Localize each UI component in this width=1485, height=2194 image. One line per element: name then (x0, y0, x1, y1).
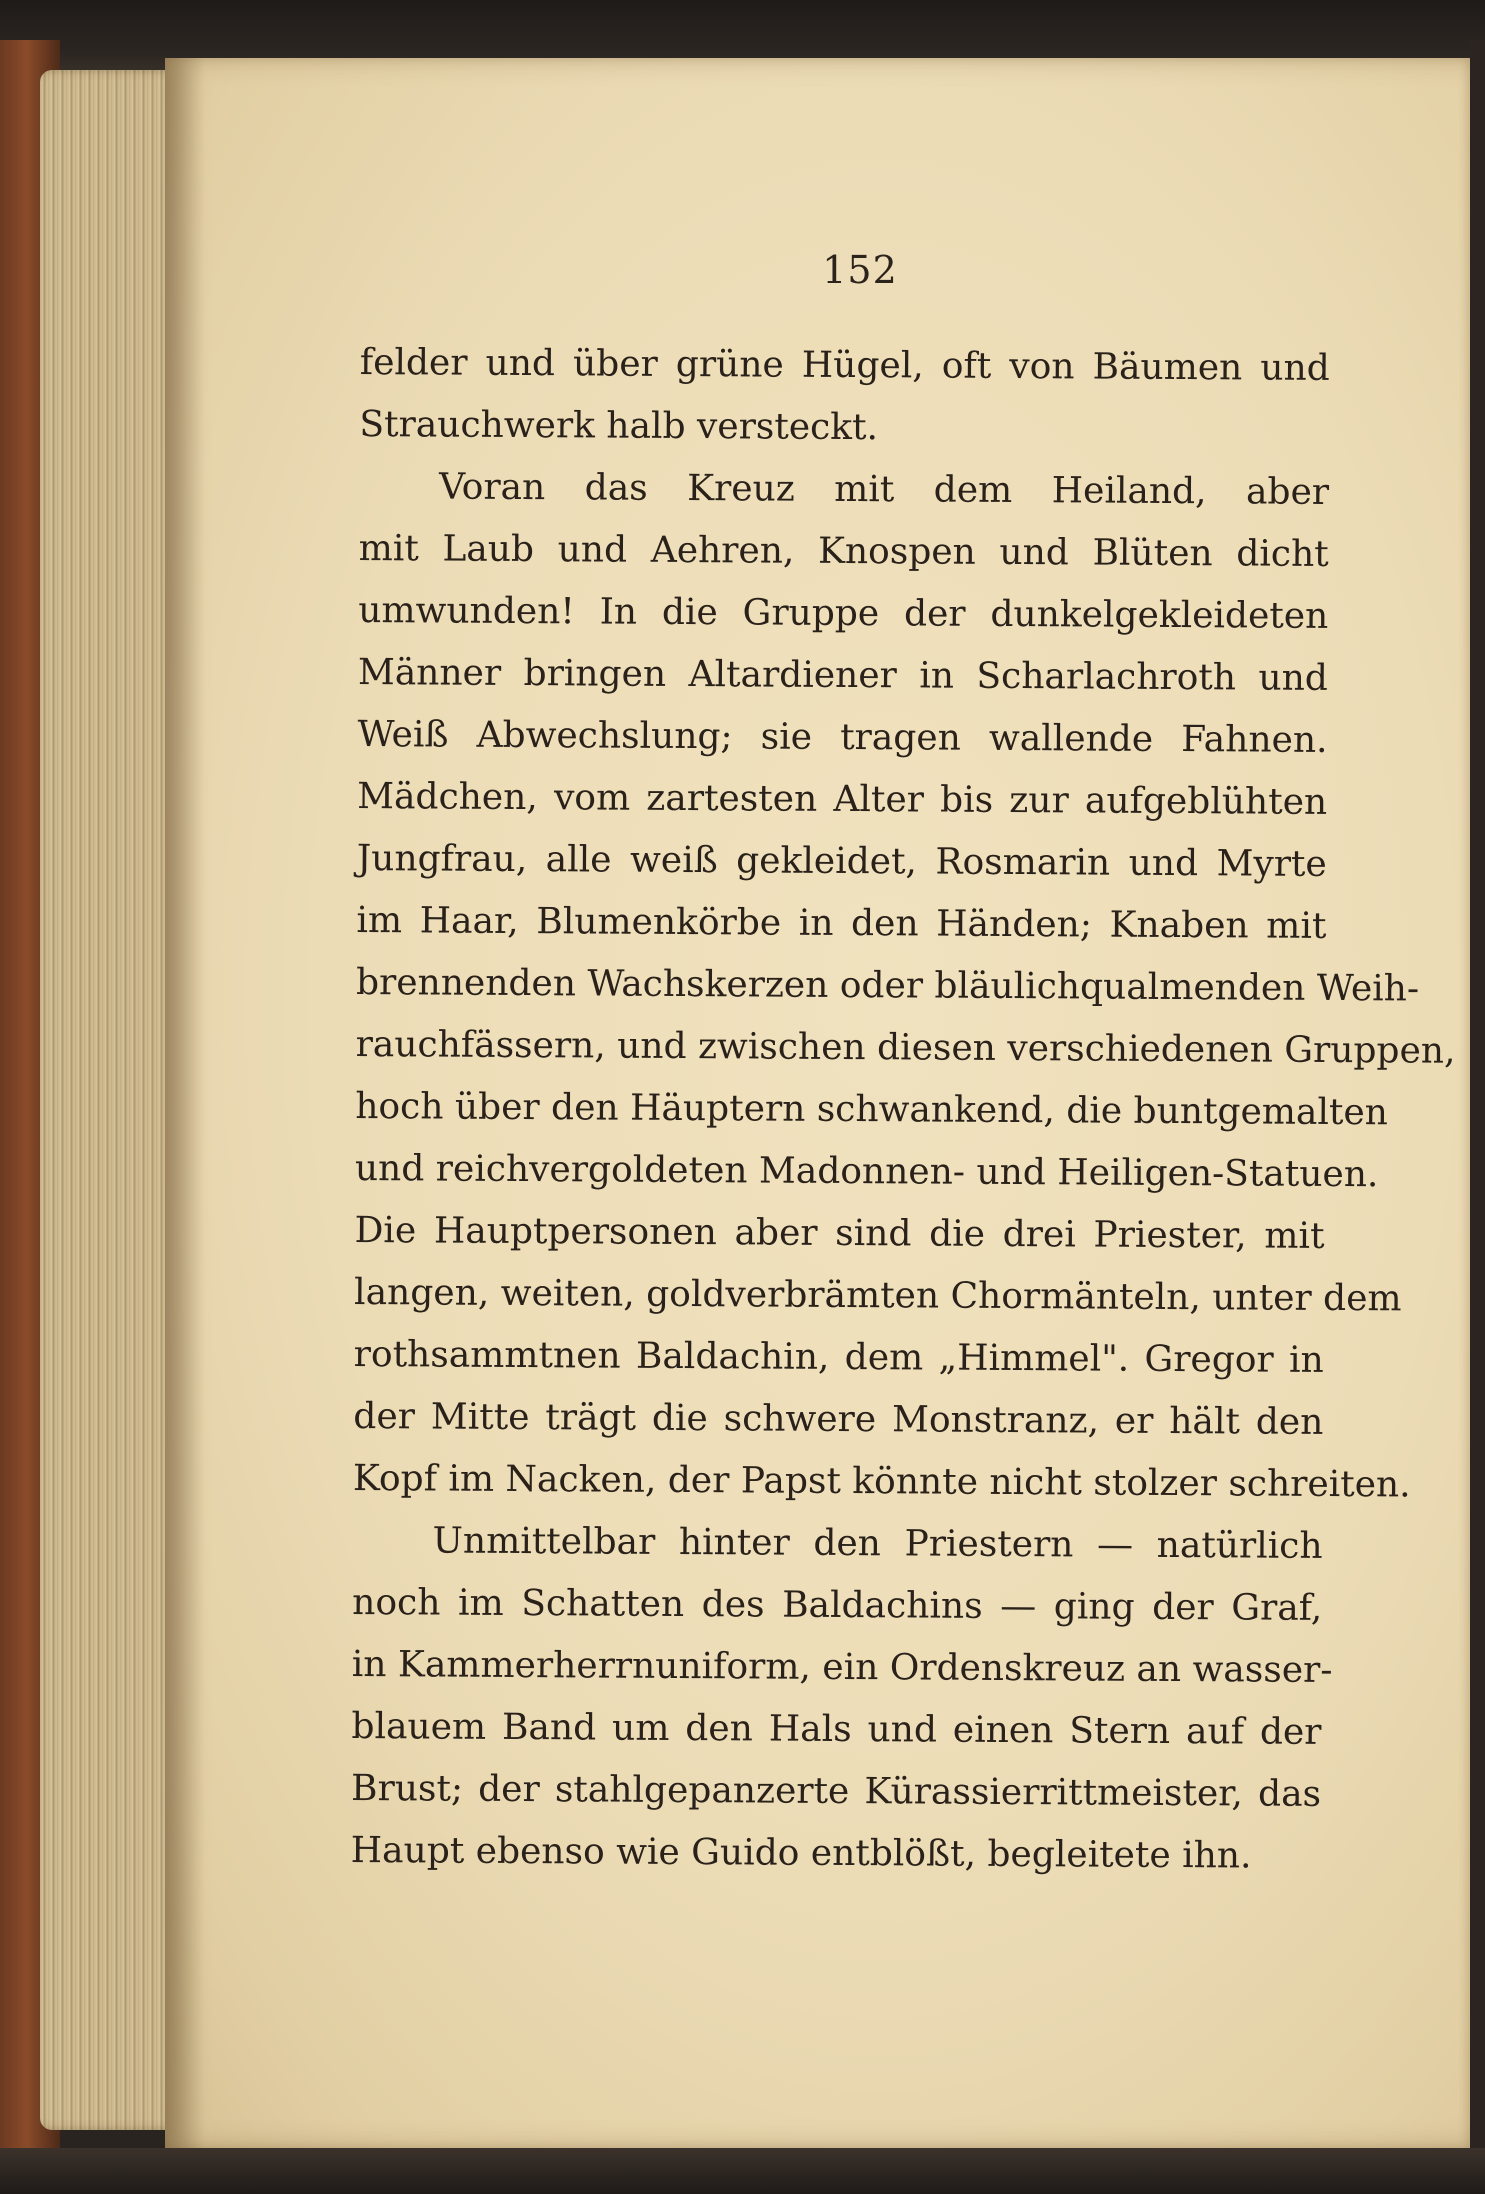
text-line: Kopf im Nacken, der Papst könnte nicht stolzer schreiten. (352, 1457, 1411, 1506)
text-line: umwunden! In die Gruppe der dunkelgekleideten (358, 589, 1329, 637)
text-line: brennenden Wachskerzen oder bläulichqualmenden Weih- (355, 961, 1420, 1010)
gutter-shadow (165, 58, 205, 2148)
right-edge (1470, 40, 1485, 2194)
text-line: Weiß Abwechslung; sie tragen wallende Fahnen. (357, 713, 1328, 761)
text-line: Brust; der stahlgepanzerte Kürassierrittmeister, das (350, 1767, 1322, 1815)
text-line: Strauchwerk halb versteckt. (359, 403, 879, 449)
text-line: Männer bringen Altardiener in Scharlachroth und (357, 651, 1329, 699)
text-line: Haupt ebenso wie Guido entblößt, begleitete ihn. (350, 1829, 1252, 1877)
text-line: der Mitte trägt die schwere Monstranz, er hält den (353, 1395, 1324, 1443)
body-text (350, 332, 1456, 1888)
text-line: mit Laub und Aehren, Knospen und Blüten dicht (358, 527, 1329, 575)
text-line: in Kammerherrnuniform, ein Ordenskreuz an wasser- (351, 1643, 1333, 1691)
text-line: Mädchen, vom zartesten Alter bis zur aufgeblühten (357, 775, 1328, 823)
text-line: Voran das Kreuz mit dem Heiland, aber (438, 466, 1330, 513)
text-line: hoch über den Häuptern schwankend, die buntgemalten (355, 1085, 1389, 1134)
text-line: Unmittelbar hinter den Priestern — natürlich (432, 1520, 1323, 1567)
text-line: rauchfässern, und zwischen diesen verschiedenen Gruppen, (355, 1023, 1456, 1072)
text-line: langen, weiten, goldverbrämten Chormänteln, unter dem (354, 1271, 1402, 1320)
text-line: Die Hauptpersonen aber sind die drei Priester, mit (354, 1209, 1325, 1257)
text-line: und reichvergoldeten Madonnen- und Heiligen-Statuen. (354, 1147, 1379, 1196)
text-line: noch im Schatten des Baldachins — ging der Graf, (352, 1581, 1323, 1629)
text-line: Jungfrau, alle weiß gekleidet, Rosmarin und Myrte (356, 837, 1327, 885)
text-line: felder und über grüne Hügel, oft von Bäumen und (359, 341, 1330, 389)
bottom-edge (0, 2148, 1485, 2194)
text-line: blauem Band um den Hals und einen Stern auf der (351, 1705, 1322, 1753)
text-line: im Haar, Blumenkörbe in den Händen; Knaben mit (356, 899, 1327, 947)
text-line: rothsammtnen Baldachin, dem „Himmel". Gregor in (353, 1333, 1324, 1381)
page-number: 152 (822, 248, 898, 292)
